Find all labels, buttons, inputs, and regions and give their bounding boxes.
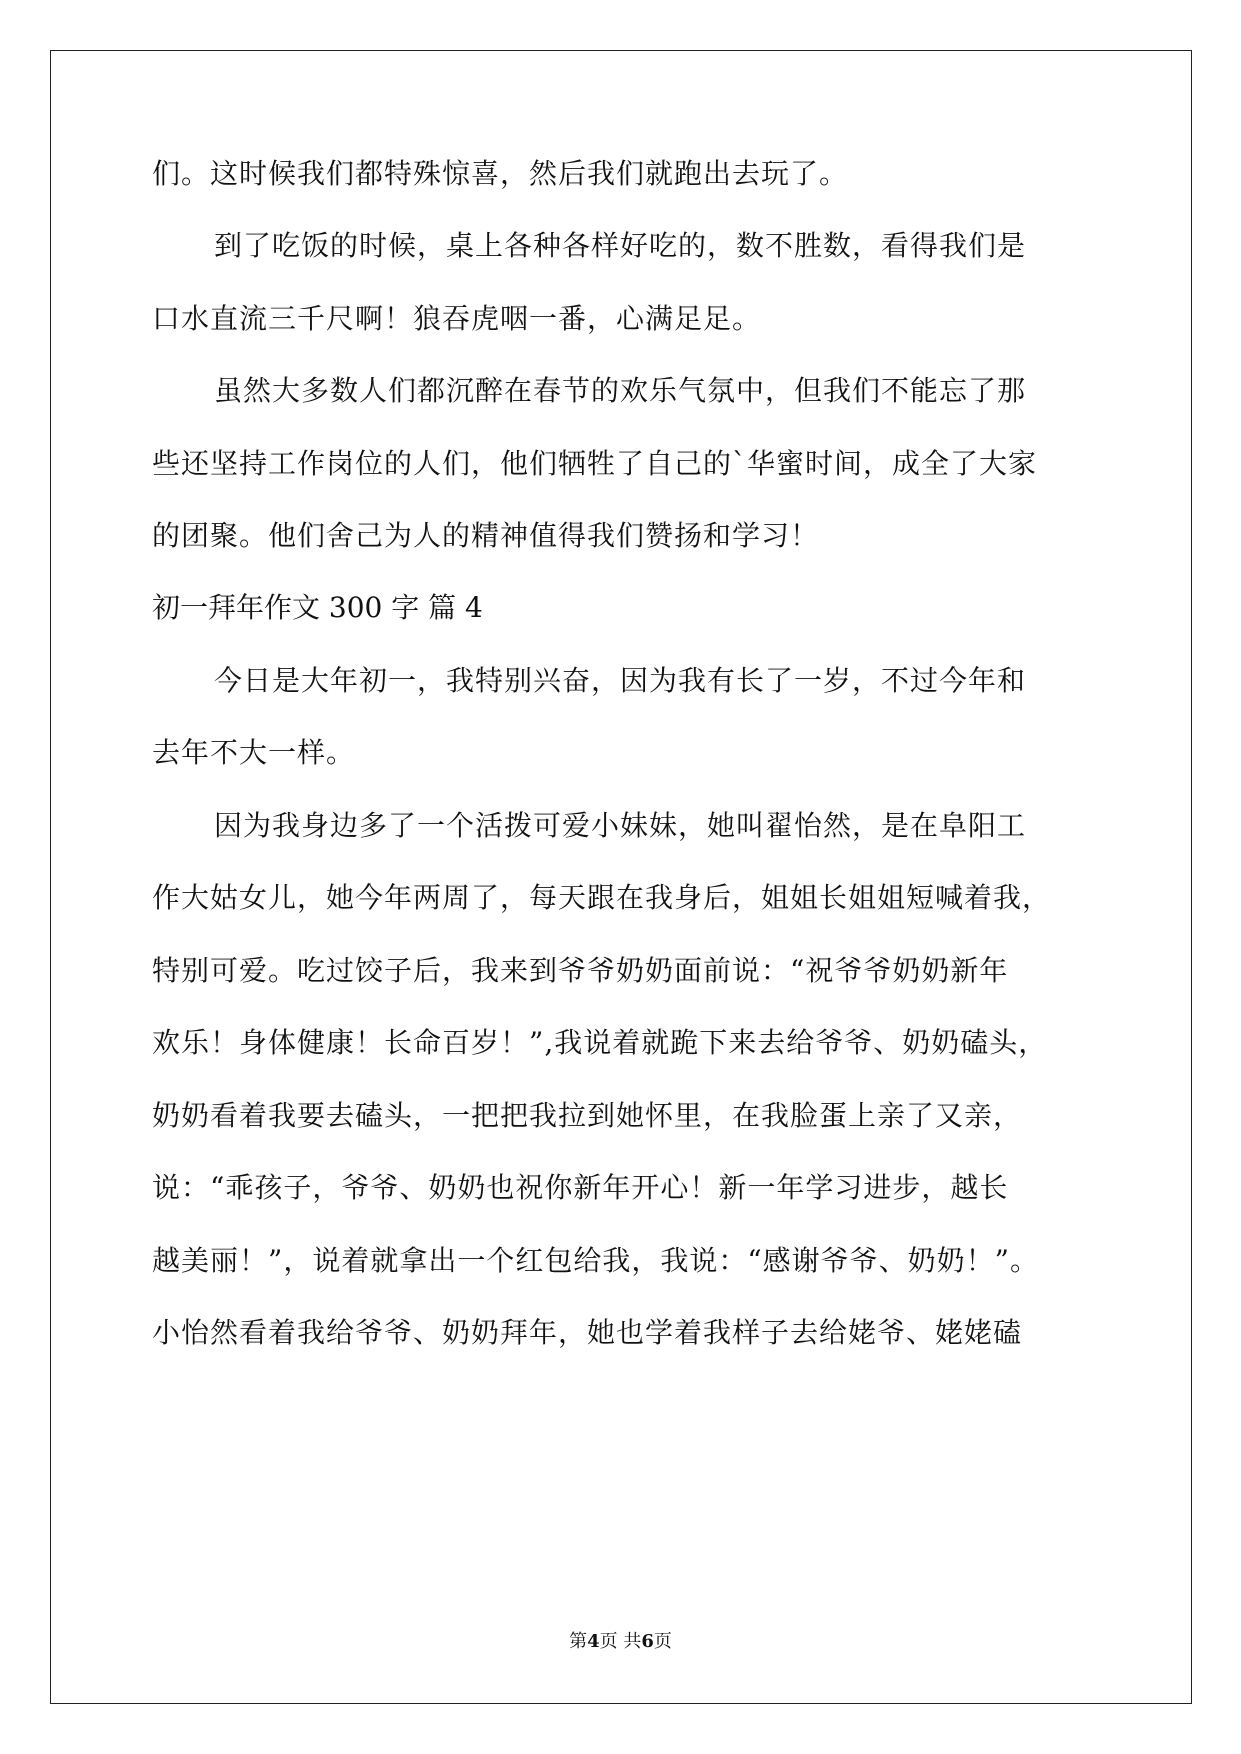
text-line: 作大姑女儿，她今年两周了，每天跟在我身后，姐姐长姐姐短喊着我， [152, 881, 1052, 914]
text-line: 虽然大多数人们都沉醉在春节的欢乐气氛中，但我们不能忘了那 [214, 374, 1027, 407]
footer-suffix: 页 [653, 1631, 672, 1652]
text-line: 越美丽！”，说着就拿出一个红包给我，我说：“感谢爷爷、奶奶！”。 [152, 1244, 1039, 1277]
text-line: 去年不大一样。 [152, 736, 356, 769]
footer-total-pages: 6 [641, 1631, 654, 1652]
page-footer [0, 1630, 1241, 1654]
text-line: 欢乐！身体健康！长命百岁！”,我说着就跪下来去给爷爷、奶奶磕头， [152, 1026, 1048, 1059]
section-heading: 初一拜年作文 300 字 篇 4 [152, 591, 483, 624]
text-line: 口水直流三千尺啊！狼吞虎咽一番，心满足足。 [152, 302, 762, 335]
text-line: 的团聚。他们舍己为人的精神值得我们赞扬和学习！ [152, 519, 820, 552]
text-line: 们。这时候我们都特殊惊喜，然后我们就跑出去玩了。 [152, 157, 849, 190]
footer-page-number: 4 [587, 1631, 600, 1652]
text-line: 今日是大年初一，我特别兴奋，因为我有长了一岁，不过今年和 [214, 664, 1027, 697]
text-line: 特别可爱。吃过饺子后，我来到爷爷奶奶面前说：“祝爷爷奶奶新年 [152, 954, 1009, 987]
footer-mid: 页 共 [599, 1631, 642, 1652]
text-line: 奶奶看着我要去磕头，一把把我拉到她怀里，在我脸蛋上亲了又亲， [152, 1099, 1023, 1132]
footer-prefix: 第 [569, 1631, 588, 1652]
text-line: 到了吃饭的时候，桌上各种各样好吃的，数不胜数，看得我们是 [214, 229, 1027, 262]
text-line: 因为我身边多了一个活拨可爱小妹妹，她叫翟怡然，是在阜阳工 [214, 809, 1027, 842]
text-line: 小怡然看着我给爷爷、奶奶拜年，她也学着我样子去给姥爷、姥姥磕 [152, 1316, 1023, 1349]
text-line: 说：“乖孩子，爷爷、奶奶也祝你新年开心！新一年学习进步，越长 [152, 1171, 1009, 1204]
text-line: 些还坚持工作岗位的人们，他们牺牲了自己的`华蜜时间，成全了大家 [152, 447, 1038, 480]
